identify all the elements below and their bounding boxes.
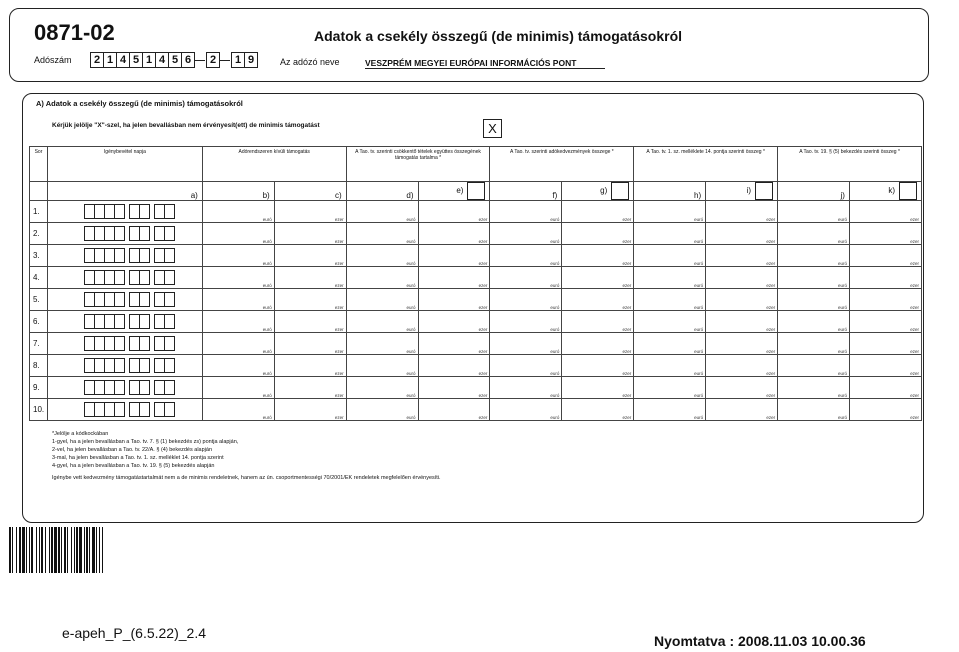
column-letter: e) — [418, 182, 490, 201]
legend — [52, 430, 752, 482]
amount-cell[interactable]: euró — [490, 399, 562, 421]
amount-cell[interactable]: ezer — [562, 201, 634, 223]
amount-cell[interactable]: ezer — [562, 377, 634, 399]
amount-cell[interactable]: ezer — [706, 201, 778, 223]
amount-cell[interactable]: euró — [490, 201, 562, 223]
header-jk: A Tao. tv. 19. § (5) bekezdés szerinti összeg * — [778, 147, 922, 182]
amount-cell[interactable]: ezer — [418, 399, 490, 421]
header-sor: Sor — [30, 147, 48, 182]
amount-cell[interactable]: ezer — [562, 355, 634, 377]
code-checkbox[interactable] — [899, 182, 917, 200]
amount-cell[interactable]: euró — [634, 201, 706, 223]
column-letter: b) — [202, 182, 274, 201]
date-digit-box[interactable] — [139, 292, 150, 307]
date-digit-box[interactable] — [164, 336, 175, 351]
column-letter: k) — [849, 182, 921, 201]
taxpayer-label: Az adózó neve — [280, 57, 340, 67]
amount-cell[interactable]: euró — [778, 245, 850, 267]
amount-cell[interactable]: euró — [634, 377, 706, 399]
amount-cell[interactable]: euró — [346, 289, 418, 311]
amount-cell[interactable]: ezer — [706, 311, 778, 333]
amount-cell[interactable]: ezer — [274, 399, 346, 421]
code-checkbox[interactable] — [467, 182, 485, 200]
amount-cell[interactable]: euró — [346, 399, 418, 421]
date-digit-box[interactable] — [139, 248, 150, 263]
amount-cell[interactable]: euró — [346, 355, 418, 377]
amount-cell[interactable]: euró — [346, 267, 418, 289]
date-digit-box[interactable] — [164, 292, 175, 307]
column-letter: f) — [490, 182, 562, 201]
table-row — [30, 267, 922, 289]
amount-cell[interactable]: euró — [202, 311, 274, 333]
amount-cell[interactable]: euró — [490, 223, 562, 245]
column-letter: d) — [346, 182, 418, 201]
amount-cell[interactable]: euró — [490, 333, 562, 355]
form-code: 0871-02 — [34, 20, 115, 45]
amount-cell[interactable]: euró — [202, 355, 274, 377]
date-digit-box[interactable] — [164, 270, 175, 285]
table-row — [30, 355, 922, 377]
column-letter: c) — [274, 182, 346, 201]
amount-cell[interactable]: ezer — [418, 311, 490, 333]
amount-cell[interactable]: euró — [346, 333, 418, 355]
amount-cell[interactable]: euró — [634, 245, 706, 267]
date-digit-box[interactable] — [139, 270, 150, 285]
amount-cell[interactable]: ezer — [562, 399, 634, 421]
header-a: Igénybevétel napja — [47, 147, 202, 182]
table-row — [30, 399, 922, 421]
form-title: Adatok a csekély összegű (de minimis) támogatásokról — [314, 28, 683, 44]
amount-cell[interactable]: euró — [778, 201, 850, 223]
amount-cell[interactable]: euró — [634, 223, 706, 245]
amount-cell[interactable]: ezer — [418, 289, 490, 311]
date-digit-box[interactable] — [114, 358, 125, 373]
amount-cell[interactable]: ezer — [706, 355, 778, 377]
amount-cell[interactable]: ezer — [418, 201, 490, 223]
table-row — [30, 289, 922, 311]
amount-cell[interactable]: ezer — [849, 377, 921, 399]
header-hi: A Tao. tv. 1. sz. melléklete 14. pontja szerinti összeg * — [634, 147, 778, 182]
amount-cell[interactable]: euró — [346, 223, 418, 245]
amount-cell[interactable]: ezer — [562, 311, 634, 333]
row-number: 2. — [30, 223, 48, 245]
date-digit-box[interactable] — [164, 314, 175, 329]
table-row — [30, 201, 922, 223]
tax-id-field[interactable] — [90, 52, 257, 68]
table-row — [30, 377, 922, 399]
amount-cell[interactable]: euró — [346, 201, 418, 223]
amount-cell[interactable]: ezer — [706, 399, 778, 421]
date-digit-box[interactable] — [164, 402, 175, 417]
no-deminimis-checkbox[interactable]: X — [483, 119, 502, 138]
amount-cell[interactable]: euró — [634, 267, 706, 289]
date-digit-box[interactable] — [139, 358, 150, 373]
column-letter: h) — [634, 182, 706, 201]
amount-cell[interactable]: ezer — [418, 377, 490, 399]
amount-cell[interactable]: euró — [778, 311, 850, 333]
date-boxes[interactable] — [47, 377, 202, 399]
amount-cell[interactable]: ezer — [706, 223, 778, 245]
date-digit-box[interactable] — [139, 226, 150, 241]
tax-id-label: Adószám — [34, 55, 72, 65]
date-boxes[interactable] — [47, 399, 202, 421]
tax-id-digit[interactable]: 5 — [129, 52, 143, 68]
amount-cell[interactable]: euró — [202, 399, 274, 421]
amount-cell[interactable]: ezer — [274, 355, 346, 377]
column-letter: j) — [778, 182, 850, 201]
table-row — [30, 223, 922, 245]
amount-cell[interactable]: ezer — [562, 245, 634, 267]
code-checkbox[interactable] — [611, 182, 629, 200]
amount-cell[interactable]: euró — [202, 223, 274, 245]
amount-cell[interactable]: ezer — [849, 399, 921, 421]
amount-cell[interactable]: ezer — [706, 267, 778, 289]
amount-cell[interactable]: ezer — [849, 267, 921, 289]
date-digit-box[interactable] — [114, 226, 125, 241]
amount-cell[interactable]: euró — [778, 399, 850, 421]
barcode — [9, 527, 185, 573]
date-digit-box[interactable] — [114, 270, 125, 285]
header-frame — [9, 8, 929, 82]
legend-item: 4-gyel, ha a jelen bevallásban a Tao. tv. 19. § (5) bekezdés alapján — [52, 463, 215, 469]
column-letter: g) — [562, 182, 634, 201]
footer-doc-id: e-apeh_P_(6.5.22)_2.4 — [62, 625, 206, 641]
amount-cell[interactable]: ezer — [706, 333, 778, 355]
letter-cell — [30, 182, 48, 201]
amount-cell[interactable]: euró — [778, 223, 850, 245]
amount-cell[interactable]: euró — [778, 289, 850, 311]
deminimis-table — [29, 146, 922, 421]
amount-cell[interactable]: euró — [490, 289, 562, 311]
date-digit-box[interactable] — [114, 248, 125, 263]
tax-id-digit[interactable]: 4 — [116, 52, 130, 68]
date-digit-box[interactable] — [114, 292, 125, 307]
row-number: 10. — [30, 399, 48, 421]
tax-id-digit[interactable]: 4 — [155, 52, 169, 68]
date-boxes[interactable] — [47, 223, 202, 245]
amount-cell[interactable]: euró — [346, 377, 418, 399]
amount-cell[interactable]: ezer — [418, 223, 490, 245]
row-number: 8. — [30, 355, 48, 377]
tax-id-digit[interactable]: 5 — [168, 52, 182, 68]
date-digit-box[interactable] — [164, 226, 175, 241]
table-row — [30, 333, 922, 355]
amount-cell[interactable]: ezer — [562, 333, 634, 355]
row-number: 6. — [30, 311, 48, 333]
date-digit-box[interactable] — [164, 380, 175, 395]
table-row — [30, 245, 922, 267]
legend-footnote: Igénybe vett kedvezmény támogatástartalmát nem a de minimis rendeletnek, hanem az ún. csoportmentességi 70/2001/EK rendeletek megfelelően érvényesíti. — [52, 475, 441, 481]
amount-cell[interactable]: ezer — [274, 267, 346, 289]
date-boxes[interactable] — [47, 267, 202, 289]
tax-id-digit[interactable]: 2 — [206, 52, 220, 68]
amount-cell[interactable]: euró — [202, 333, 274, 355]
tax-id-digit[interactable]: 1 — [231, 52, 245, 68]
amount-cell[interactable]: ezer — [706, 245, 778, 267]
amount-cell[interactable]: euró — [202, 289, 274, 311]
date-digit-box[interactable] — [114, 204, 125, 219]
date-digit-box[interactable] — [114, 314, 125, 329]
date-digit-box[interactable] — [164, 248, 175, 263]
date-digit-box[interactable] — [139, 204, 150, 219]
code-checkbox[interactable] — [755, 182, 773, 200]
tax-id-digit[interactable]: 9 — [244, 52, 258, 68]
date-boxes[interactable] — [47, 289, 202, 311]
amount-cell[interactable]: ezer — [418, 355, 490, 377]
taxpayer-name[interactable]: VESZPRÉM MEGYEI EURÓPAI INFORMÁCIÓS PONT — [365, 58, 605, 69]
amount-cell[interactable]: euró — [202, 377, 274, 399]
amount-cell[interactable]: ezer — [849, 245, 921, 267]
amount-cell[interactable]: ezer — [562, 223, 634, 245]
amount-cell[interactable]: ezer — [274, 311, 346, 333]
amount-cell[interactable]: euró — [634, 311, 706, 333]
amount-cell[interactable]: ezer — [274, 377, 346, 399]
amount-cell[interactable]: euró — [778, 377, 850, 399]
amount-cell[interactable]: euró — [490, 267, 562, 289]
amount-cell[interactable]: ezer — [706, 377, 778, 399]
tax-id-digit[interactable]: 6 — [181, 52, 195, 68]
row-number: 4. — [30, 267, 48, 289]
table-row — [30, 311, 922, 333]
footer-print-date: Nyomtatva : 2008.11.03 10.00.36 — [654, 633, 866, 649]
section-instruction: Kérjük jelölje "X"-szel, ha jelen bevallásban nem érvényesít(ett) de minimis támogatást — [52, 122, 320, 129]
header-de: A Tao. tv. szerinti csökkentő tételek együttes összegének támogatás tartalma * — [346, 147, 490, 182]
column-letter: i) — [706, 182, 778, 201]
legend-item: 1-gyel, ha a jelen bevallásban a Tao. tv. 7. § (1) bekezdés zs) pontja alapján, — [52, 439, 239, 445]
amount-cell[interactable]: ezer — [849, 289, 921, 311]
legend-item: 2-vel, ha jelen bevallásban a Tao. tv. 22/A. § (4) bekezdés alapján — [52, 447, 213, 453]
section-title: A) Adatok a csekély összegű (de minimis) támogatásokról — [36, 99, 243, 108]
tax-id-digit[interactable]: 1 — [142, 52, 156, 68]
amount-cell[interactable]: ezer — [274, 333, 346, 355]
amount-cell[interactable]: ezer — [274, 245, 346, 267]
amount-cell[interactable]: euró — [490, 311, 562, 333]
amount-cell[interactable]: ezer — [418, 245, 490, 267]
amount-cell[interactable]: ezer — [849, 201, 921, 223]
header-bc: Adórendszeren kívüli támogatás — [202, 147, 346, 182]
date-digit-box[interactable] — [139, 380, 150, 395]
amount-cell[interactable]: euró — [346, 311, 418, 333]
date-digit-box[interactable] — [139, 314, 150, 329]
date-digit-box[interactable] — [114, 336, 125, 351]
amount-cell[interactable]: ezer — [562, 267, 634, 289]
date-digit-box[interactable] — [114, 380, 125, 395]
header-fg: A Tao. tv. szerinti adókedvezmények összege * — [490, 147, 634, 182]
date-boxes[interactable] — [47, 245, 202, 267]
date-boxes[interactable] — [47, 201, 202, 223]
amount-cell[interactable]: euró — [778, 355, 850, 377]
date-digit-box[interactable] — [114, 402, 125, 417]
amount-cell[interactable]: ezer — [274, 201, 346, 223]
amount-cell[interactable]: ezer — [418, 333, 490, 355]
date-digit-box[interactable] — [164, 358, 175, 373]
amount-cell[interactable]: euró — [202, 267, 274, 289]
row-number: 1. — [30, 201, 48, 223]
date-boxes[interactable] — [47, 333, 202, 355]
row-number: 3. — [30, 245, 48, 267]
amount-cell[interactable]: euró — [490, 245, 562, 267]
date-digit-box[interactable] — [139, 336, 150, 351]
date-boxes[interactable] — [47, 355, 202, 377]
amount-cell[interactable]: ezer — [849, 355, 921, 377]
legend-item: 3-mal, ha jelen bevallásban a Tao. tv. 1. sz. melléklet 14. pontja szerint — [52, 455, 224, 461]
legend-title: *Jelölje a kódkockában — [52, 431, 109, 437]
row-number: 7. — [30, 333, 48, 355]
column-letter: a) — [47, 182, 202, 201]
tax-id-digit[interactable]: 1 — [103, 52, 117, 68]
date-digit-box[interactable] — [139, 402, 150, 417]
row-number: 5. — [30, 289, 48, 311]
tax-id-digit[interactable]: 2 — [90, 52, 104, 68]
amount-cell[interactable]: euró — [634, 333, 706, 355]
date-boxes[interactable] — [47, 311, 202, 333]
amount-cell[interactable]: euró — [202, 201, 274, 223]
amount-cell[interactable]: ezer — [562, 289, 634, 311]
amount-cell[interactable]: ezer — [274, 223, 346, 245]
amount-cell[interactable]: euró — [346, 245, 418, 267]
amount-cell[interactable]: euró — [634, 355, 706, 377]
amount-cell[interactable]: ezer — [706, 289, 778, 311]
amount-cell[interactable]: ezer — [274, 289, 346, 311]
amount-cell[interactable]: ezer — [849, 311, 921, 333]
amount-cell[interactable]: euró — [778, 333, 850, 355]
amount-cell[interactable]: euró — [634, 289, 706, 311]
amount-cell[interactable]: euró — [490, 377, 562, 399]
amount-cell[interactable]: ezer — [849, 333, 921, 355]
amount-cell[interactable]: euró — [202, 245, 274, 267]
amount-cell[interactable]: euró — [634, 399, 706, 421]
amount-cell[interactable]: euró — [490, 355, 562, 377]
amount-cell[interactable]: ezer — [849, 223, 921, 245]
date-digit-box[interactable] — [164, 204, 175, 219]
amount-cell[interactable]: euró — [778, 267, 850, 289]
row-number: 9. — [30, 377, 48, 399]
amount-cell[interactable]: ezer — [418, 267, 490, 289]
